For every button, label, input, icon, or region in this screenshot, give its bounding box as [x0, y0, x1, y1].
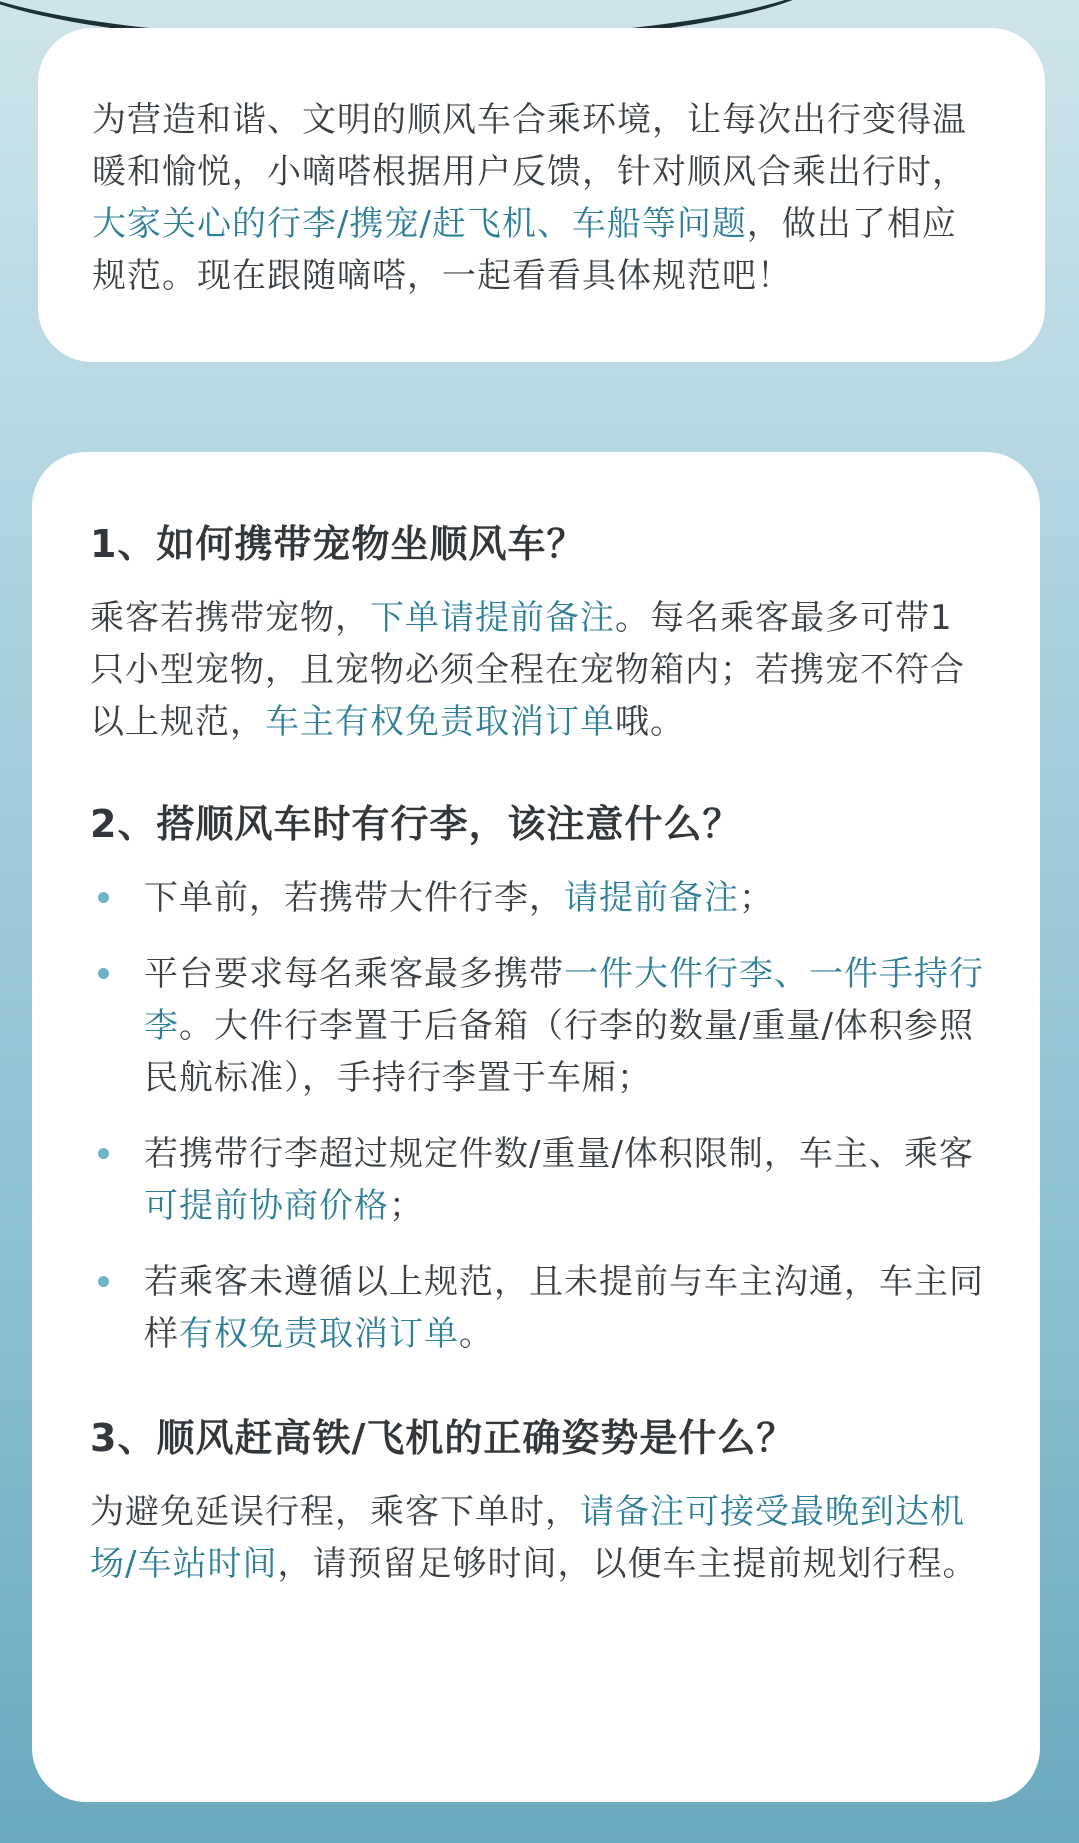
highlight: 请提前备注 [564, 878, 739, 918]
bullet-dot-icon [98, 968, 109, 979]
list-item [90, 948, 986, 1104]
intro-text: 为营造和谐、文明的顺风车合乘环境，让每次出行变得温暖和愉悦，小嘀嗒根据用户反馈，针对顺风合乘出行时， [92, 100, 967, 192]
bullet-dot-icon [98, 1276, 109, 1287]
text: 。每名乘客最多可带1只小型宠物，且宠物必须全程在宠物箱内；若携宠不符合以上规范， [90, 598, 965, 742]
highlight: 请备注可接受最晚到达机场/车站时间 [90, 1492, 965, 1584]
highlight: 有权免责取消订单 [179, 1314, 459, 1354]
text: 下单前，若携带大件行李， [144, 878, 564, 918]
section-pets [90, 518, 986, 748]
list-item [90, 1256, 986, 1360]
text: 。大件行李置于后备箱（行李的数量/重量/体积参照民航标准），手持行李置于车厢； [144, 1006, 974, 1098]
text: ，请预留足够时间，以便车主提前规划行程。 [277, 1544, 978, 1584]
text: 若携带行李超过规定件数/重量/体积限制，车主、乘客 [144, 1134, 974, 1174]
list-item [90, 1128, 986, 1232]
highlight: 一件大件行李、一件手持行李 [144, 954, 984, 1046]
text: 。 [459, 1314, 494, 1354]
intro-text: ，做出了相应规范。现在跟随嘀嗒，一起看看具体规范吧！ [92, 204, 957, 296]
section-paragraph [90, 592, 986, 748]
text: 乘客若携带宠物， [90, 598, 370, 638]
highlight: 车主有权免责取消订单 [265, 702, 615, 742]
bullet-dot-icon [98, 892, 109, 903]
intro-paragraph [92, 94, 991, 302]
text: 哦。 [615, 702, 685, 742]
highlight: 可提前协商价格 [144, 1186, 389, 1226]
section-title: 2、搭顺风车时有行李，该注意什么？ [90, 802, 742, 846]
section-paragraph [90, 1486, 986, 1590]
text: 平台要求每名乘客最多携带 [144, 954, 564, 994]
text: 为避免延误行程，乘客下单时， [90, 1492, 580, 1532]
text: ； [389, 1186, 424, 1226]
intro-card [38, 28, 1045, 362]
bullet-dot-icon [98, 1148, 109, 1159]
intro-highlight: 大家关心的行李/携宠/赶飞机、车船等问题 [92, 204, 747, 244]
highlight: 下单请提前备注 [370, 598, 615, 638]
list-item [90, 872, 986, 924]
rules-card [32, 452, 1040, 1802]
text: ； [739, 878, 774, 918]
section-title: 1、如何携带宠物坐顺风车？ [90, 522, 586, 566]
section-title: 3、顺风赶高铁/飞机的正确姿势是什么？ [90, 1416, 796, 1460]
text: 若乘客未遵循以上规范，且未提前与车主沟通，车主同样 [144, 1262, 984, 1354]
luggage-bullet-list [90, 872, 986, 1360]
section-luggage [90, 798, 986, 1360]
section-train-flight [90, 1412, 986, 1590]
